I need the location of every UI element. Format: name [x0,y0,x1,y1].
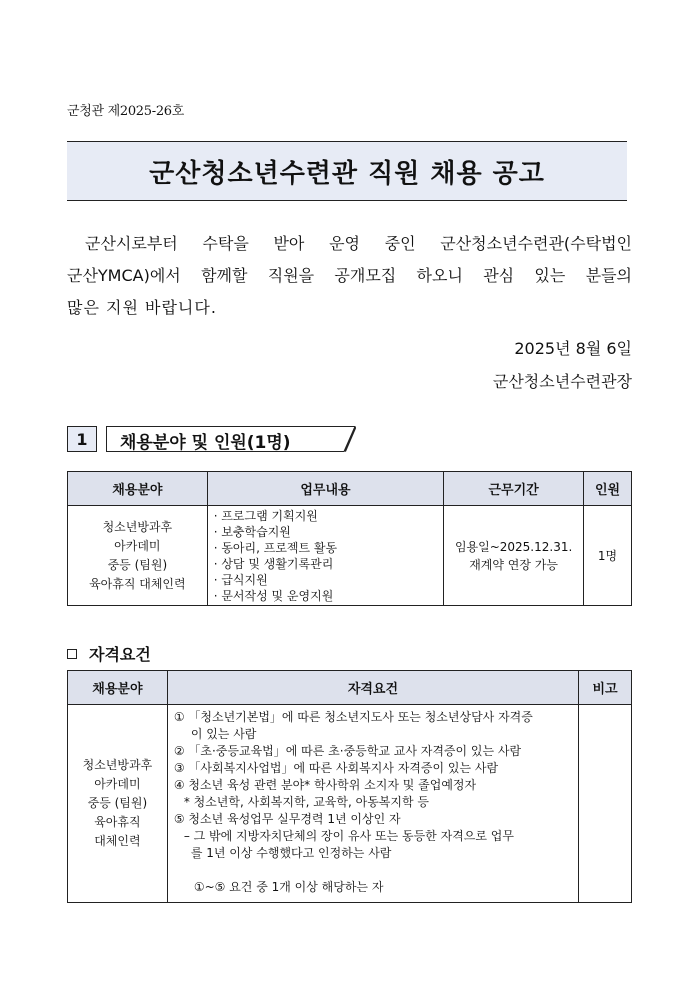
header-requirements: 자격요건 [167,671,578,705]
recruitment-table [67,471,632,606]
cell-period [444,506,584,606]
requirement-line: 이 있는 사람 [190,727,257,741]
table-header-row [68,671,632,705]
header-count: 인원 [584,472,632,506]
header-period: 근무기간 [444,472,584,506]
duty-item: · 동아리, 프로젝트 활동 [213,540,338,555]
duty-item: · 상담 및 생활기록관리 [213,556,334,571]
qualifications-heading-text: 자격요건 [89,645,151,664]
area-line: 육아휴직 대체인력 [89,576,186,591]
area-line: 대체인력 [94,834,141,848]
header-area: 채용분야 [68,472,208,506]
page-title: 군산청소년수련관 직원 채용 공고 [149,158,545,189]
requirement-line: – 그 밖에 지방자치단체의 장이 유사 또는 동등한 자격으로 업무 [183,829,514,843]
title-banner [67,141,627,201]
area-line: 아카데미 [94,777,141,791]
document-number: 군청관 제2025-26호 [67,104,185,119]
header-area: 채용분야 [68,671,168,705]
duty-item: · 문서작성 및 운영지원 [213,588,334,603]
area-line: 청소년방과후 [102,519,173,534]
intro-line-2: 군산YMCA)에서 함께할 직원을 공개모집 하오니 관심 있는 분들의 [67,266,632,285]
cell-count: 1명 [584,506,632,606]
requirement-line: 를 1년 이상 수행했다고 인정하는 사람 [190,846,392,860]
intro-line-1: 군산시로부터 수탁을 받아 운영 중인 군산청소년수련관(수탁법인 [85,234,632,253]
cell-area [68,506,208,606]
header-duty: 업무내용 [207,472,443,506]
duty-item: · 프로그램 기획지원 [213,508,318,523]
area-line: 중등 (팀원) [87,796,148,810]
checkbox-square-icon [67,649,77,659]
section-number-badge: 1 [67,426,97,452]
requirement-line: ③ 「사회복지사업법」에 따른 사회복지사 자격증이 있는 사람 [173,761,499,775]
table-row [68,506,632,606]
period-line: 임용일~2025.12.31. [454,539,573,554]
table-row [68,705,632,903]
requirement-note: * 청소년학, 사회복지학, 교육학, 아동복지학 등 [183,795,429,809]
requirement-line: ⑤ 청소년 육성업무 실무경력 1년 이상인 자 [173,812,401,826]
area-line: 중등 (팀원) [107,557,168,572]
intro-paragraph [67,228,632,324]
cell-note [579,705,632,903]
table-header-row [68,472,632,506]
area-line: 육아휴직 [94,815,141,829]
header-note: 비고 [579,671,632,705]
area-line: 청소년방과후 [82,758,153,772]
announcement-date: 2025년 8월 6일 [514,339,632,358]
period-line: 재계약 연장 가능 [469,557,558,572]
requirement-line: ① 「청소년기본법」에 따른 청소년지도사 또는 청소년상담사 자격증 [173,710,533,724]
section-heading-text: 채용분야 및 인원(1명) [120,433,291,453]
qualifications-heading [67,642,151,665]
area-line: 아카데미 [114,538,161,553]
requirement-line: ④ 청소년 육성 관련 분야* 학사학위 소지자 및 졸업예정자 [173,778,477,792]
cell-duties [207,506,443,606]
cell-area [68,705,168,903]
section-heading [106,426,356,452]
intro-line-3: 많은 지원 바랍니다. [67,298,217,317]
requirement-summary: ①~⑤ 요건 중 1개 이상 해당하는 자 [193,880,384,894]
duty-item: · 보충학습지원 [213,524,291,539]
requirement-line: ② 「초·중등교육법」에 따른 초·중등학교 교사 자격증이 있는 사람 [173,744,522,758]
duty-item: · 급식지원 [213,572,268,587]
issuer-name: 군산청소년수련관장 [492,372,632,391]
qualifications-table [67,670,632,903]
cell-requirements [167,705,578,903]
